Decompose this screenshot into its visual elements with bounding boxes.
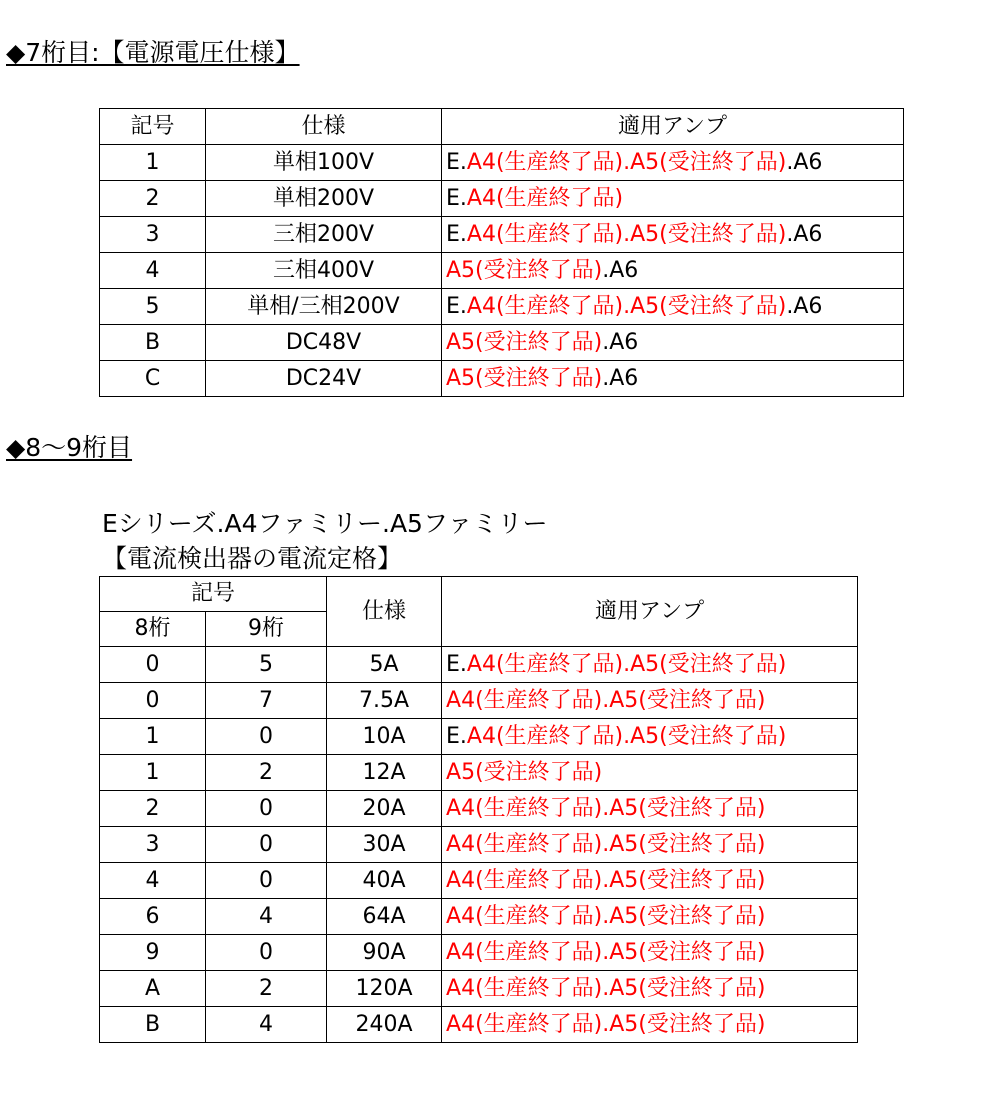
amp-cell bbox=[442, 935, 858, 971]
table-row bbox=[100, 899, 858, 935]
amp-text: E. bbox=[446, 293, 467, 319]
discontinued-amp-text: A4(生産終了品).A5(受注終了品) bbox=[446, 795, 766, 821]
digit9-cell: 4 bbox=[206, 1007, 327, 1043]
discontinued-amp-text: A4(生産終了品).A5(受注終了品) bbox=[466, 651, 787, 677]
spec-cell: 40A bbox=[327, 863, 442, 899]
table-row bbox=[100, 253, 904, 289]
discontinued-amp-text: A4(生産終了品).A5(受注終了品) bbox=[446, 687, 766, 713]
discontinued-amp-text: A4(生産終了品).A5(受注終了品) bbox=[466, 221, 787, 247]
spec-cell: 三相200V bbox=[206, 217, 442, 253]
table-row bbox=[100, 935, 858, 971]
amp-cell bbox=[442, 361, 904, 397]
amp-cell bbox=[442, 647, 858, 683]
discontinued-amp-text: A5(受注終了品) bbox=[446, 329, 603, 355]
digit9-cell: 0 bbox=[206, 791, 327, 827]
spec-cell: 単相200V bbox=[206, 181, 442, 217]
discontinued-amp-text: A4(生産終了品).A5(受注終了品) bbox=[446, 903, 766, 929]
spec-cell: 20A bbox=[327, 791, 442, 827]
digit8-cell: 0 bbox=[100, 683, 206, 719]
column-header-amp: 適用アンプ bbox=[442, 109, 904, 145]
code-cell: 2 bbox=[100, 181, 206, 217]
digit8-cell: A bbox=[100, 971, 206, 1007]
amp-text: E. bbox=[446, 221, 467, 247]
digit9-cell: 7 bbox=[206, 683, 327, 719]
discontinued-amp-text: A4(生産終了品) bbox=[466, 185, 624, 211]
voltage-spec-table bbox=[99, 108, 904, 397]
table-row bbox=[100, 647, 858, 683]
spec-cell: 単相100V bbox=[206, 145, 442, 181]
column-header-code: 記号 bbox=[100, 109, 206, 145]
amp-text: E. bbox=[446, 723, 467, 749]
table-header-row bbox=[100, 109, 904, 145]
table-header-row bbox=[100, 577, 858, 612]
amp-text: E. bbox=[446, 185, 467, 211]
code-cell: C bbox=[100, 361, 206, 397]
rating-subtitle: 【電流検出器の電流定格】 bbox=[102, 544, 403, 573]
amp-cell bbox=[442, 145, 904, 181]
table-row bbox=[100, 863, 858, 899]
amp-cell bbox=[442, 755, 858, 791]
amp-text: E. bbox=[446, 651, 467, 677]
amp-cell bbox=[442, 1007, 858, 1043]
digit9-cell: 0 bbox=[206, 827, 327, 863]
digit9-cell: 0 bbox=[206, 863, 327, 899]
spec-cell: 三相400V bbox=[206, 253, 442, 289]
discontinued-amp-text: A4(生産終了品).A5(受注終了品) bbox=[466, 293, 787, 319]
table-row bbox=[100, 827, 858, 863]
code-cell: 4 bbox=[100, 253, 206, 289]
spec-cell: 5A bbox=[327, 647, 442, 683]
spec-cell: 120A bbox=[327, 971, 442, 1007]
current-rating-table bbox=[99, 576, 858, 1043]
spec-cell: 7.5A bbox=[327, 683, 442, 719]
spec-cell: 64A bbox=[327, 899, 442, 935]
amp-cell bbox=[442, 683, 858, 719]
code-cell: 5 bbox=[100, 289, 206, 325]
code-cell: 1 bbox=[100, 145, 206, 181]
amp-cell bbox=[442, 181, 904, 217]
digit9-cell: 0 bbox=[206, 935, 327, 971]
table-row bbox=[100, 181, 904, 217]
column-header-amp: 適用アンプ bbox=[442, 577, 858, 647]
digit9-cell: 5 bbox=[206, 647, 327, 683]
discontinued-amp-text: A4(生産終了品).A5(受注終了品) bbox=[446, 831, 766, 857]
amp-cell bbox=[442, 863, 858, 899]
digit9-cell: 2 bbox=[206, 971, 327, 1007]
column-header-spec: 仕様 bbox=[327, 577, 442, 647]
amp-cell bbox=[442, 971, 858, 1007]
column-header-digit8: 8桁 bbox=[100, 612, 206, 647]
table-row bbox=[100, 361, 904, 397]
amp-cell bbox=[442, 899, 858, 935]
discontinued-amp-text: A4(生産終了品).A5(受注終了品) bbox=[446, 975, 766, 1001]
section7-heading: ◆7桁目:【電源電圧仕様】 bbox=[6, 38, 300, 67]
discontinued-amp-text: A5(受注終了品) bbox=[446, 365, 603, 391]
amp-cell bbox=[442, 253, 904, 289]
spec-cell: 12A bbox=[327, 755, 442, 791]
amp-text: E. bbox=[446, 149, 467, 175]
code-cell: B bbox=[100, 325, 206, 361]
spec-cell: DC24V bbox=[206, 361, 442, 397]
amp-cell bbox=[442, 325, 904, 361]
table-row bbox=[100, 145, 904, 181]
series-subtitle: Eシリーズ.A4ファミリー.A5ファミリー bbox=[102, 509, 548, 538]
digit8-cell: B bbox=[100, 1007, 206, 1043]
spec-cell: DC48V bbox=[206, 325, 442, 361]
table-row bbox=[100, 683, 858, 719]
column-header-spec: 仕様 bbox=[206, 109, 442, 145]
digit8-cell: 9 bbox=[100, 935, 206, 971]
amp-text: .A6 bbox=[786, 149, 823, 175]
digit8-cell: 1 bbox=[100, 755, 206, 791]
digit8-cell: 2 bbox=[100, 791, 206, 827]
amp-cell bbox=[442, 791, 858, 827]
amp-cell bbox=[442, 719, 858, 755]
section89-heading: ◆8～9桁目 bbox=[6, 433, 133, 462]
table-row bbox=[100, 971, 858, 1007]
amp-text: .A6 bbox=[786, 293, 823, 319]
amp-text: .A6 bbox=[602, 329, 639, 355]
amp-text: .A6 bbox=[602, 365, 639, 391]
amp-text: .A6 bbox=[786, 221, 823, 247]
table-row bbox=[100, 791, 858, 827]
digit8-cell: 0 bbox=[100, 647, 206, 683]
digit9-cell: 0 bbox=[206, 719, 327, 755]
amp-text: .A6 bbox=[602, 257, 639, 283]
column-header-digit9: 9桁 bbox=[206, 612, 327, 647]
code-cell: 3 bbox=[100, 217, 206, 253]
discontinued-amp-text: A4(生産終了品).A5(受注終了品) bbox=[446, 939, 766, 965]
spec-cell: 10A bbox=[327, 719, 442, 755]
amp-cell bbox=[442, 289, 904, 325]
amp-cell bbox=[442, 217, 904, 253]
spec-cell: 240A bbox=[327, 1007, 442, 1043]
discontinued-amp-text: A5(受注終了品) bbox=[446, 759, 603, 785]
table-row bbox=[100, 289, 904, 325]
discontinued-amp-text: A4(生産終了品).A5(受注終了品) bbox=[466, 149, 787, 175]
digit8-cell: 6 bbox=[100, 899, 206, 935]
table-row bbox=[100, 1007, 858, 1043]
digit9-cell: 4 bbox=[206, 899, 327, 935]
table-row bbox=[100, 755, 858, 791]
discontinued-amp-text: A4(生産終了品).A5(受注終了品) bbox=[466, 723, 787, 749]
digit8-cell: 1 bbox=[100, 719, 206, 755]
table-row bbox=[100, 325, 904, 361]
spec-cell: 90A bbox=[327, 935, 442, 971]
amp-cell bbox=[442, 827, 858, 863]
discontinued-amp-text: A4(生産終了品).A5(受注終了品) bbox=[446, 867, 766, 893]
digit8-cell: 3 bbox=[100, 827, 206, 863]
table-row bbox=[100, 719, 858, 755]
digit9-cell: 2 bbox=[206, 755, 327, 791]
spec-cell: 単相/三相200V bbox=[206, 289, 442, 325]
column-header-code: 記号 bbox=[100, 577, 327, 612]
table-row bbox=[100, 217, 904, 253]
discontinued-amp-text: A4(生産終了品).A5(受注終了品) bbox=[446, 1011, 766, 1037]
digit8-cell: 4 bbox=[100, 863, 206, 899]
discontinued-amp-text: A5(受注終了品) bbox=[446, 257, 603, 283]
spec-cell: 30A bbox=[327, 827, 442, 863]
